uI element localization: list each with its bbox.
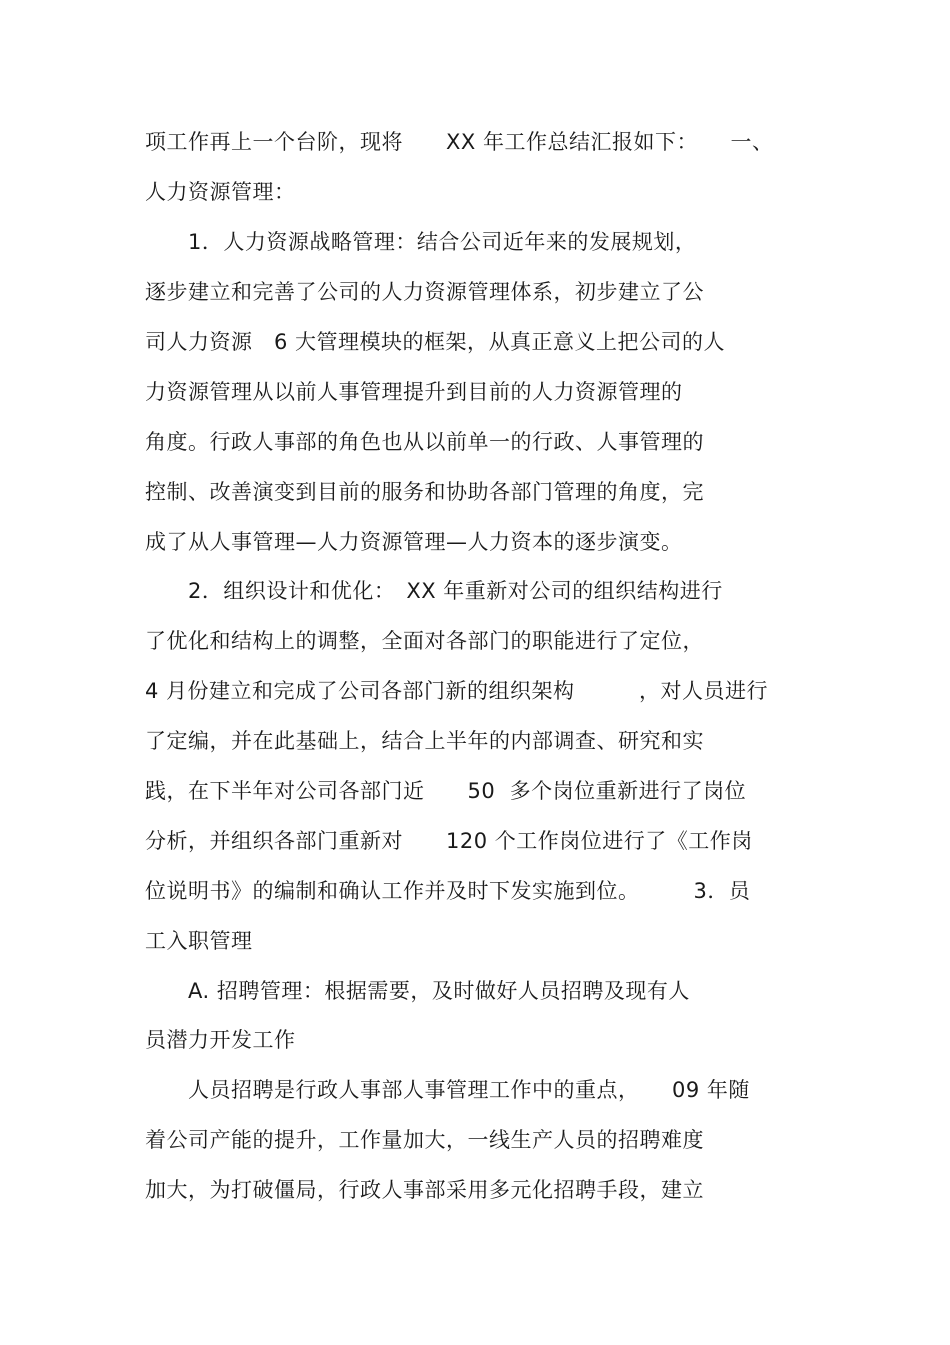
text-line-10: 2．组织设计和优化： XX 年重新对公司的组织结构进行 [145, 579, 723, 603]
text-line-20: 人员招聘是行政人事部人事管理工作中的重点， 09 年随 [145, 1078, 750, 1102]
text-line-1: 项工作再上一个台阶，现将 XX 年工作总结汇报如下： 一、 [145, 130, 774, 154]
text-line-12: 4 月份建立和完成了公司各部门新的组织架构 ，对人员进行 [145, 679, 769, 703]
text-line-8: 控制、改善演变到目前的服务和协助各部门管理的角度，完 [145, 480, 704, 504]
text-line-22: 加大，为打破僵局，行政人事部采用多元化招聘手段，建立 [145, 1178, 704, 1202]
text-line-15: 分析，并组织各部门重新对 120 个工作岗位进行了《工作岗 [145, 829, 753, 853]
text-line-7: 角度。行政人事部的角色也从以前单一的行政、人事管理的 [145, 430, 704, 454]
text-line-21: 着公司产能的提升，工作量加大，一线生产人员的招聘难度 [145, 1128, 704, 1152]
text-line-16: 位说明书》的编制和确认工作并及时下发实施到位。 3．员 [145, 879, 751, 903]
text-line-11: 了优化和结构上的调整，全面对各部门的职能进行了定位， [145, 629, 704, 653]
text-line-13: 了定编，并在此基础上，结合上半年的内部调查、研究和实 [145, 729, 704, 753]
text-line-17: 工入职管理 [145, 929, 253, 953]
text-line-2: 人力资源管理： [145, 180, 296, 204]
text-line-19: 员潜力开发工作 [145, 1028, 296, 1052]
text-line-14: 践，在下半年对公司各部门近 50 多个岗位重新进行了岗位 [145, 779, 747, 803]
text-line-18: A. 招聘管理：根据需要，及时做好人员招聘及现有人 [145, 979, 690, 1003]
text-line-5: 司人力资源 6 大管理模块的框架，从真正意义上把公司的人 [145, 330, 726, 354]
text-line-4: 逐步建立和完善了公司的人力资源管理体系，初步建立了公 [145, 280, 704, 304]
text-line-9: 成了从人事管理—人力资源管理—人力资本的逐步演变。 [145, 530, 683, 554]
text-line-3: 1．人力资源战略管理：结合公司近年来的发展规划， [145, 230, 697, 254]
text-line-6: 力资源管理从以前人事管理提升到目前的人力资源管理的 [145, 380, 683, 404]
